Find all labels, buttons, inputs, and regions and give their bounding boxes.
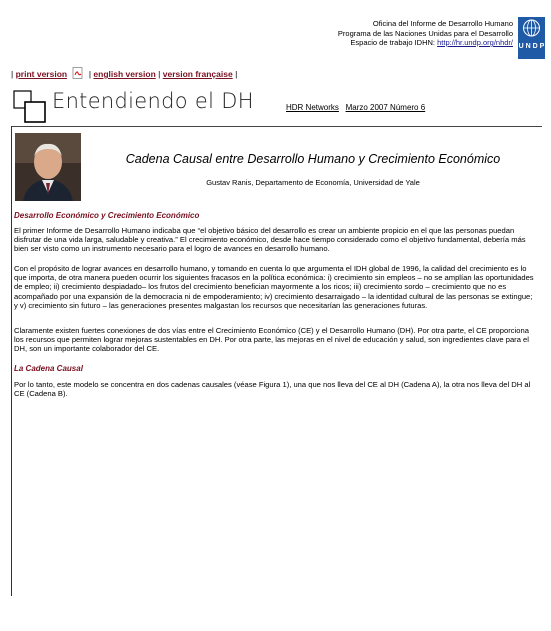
issue-date: Marzo 2007 Número 6 [345,103,426,112]
article-title: Cadena Causal entre Desarrollo Humano y Crecimiento Económico [125,152,501,166]
english-version-link[interactable]: english version [93,69,156,79]
undp-logo-icon [518,17,545,59]
author-photo [15,133,81,201]
issue-line [286,103,425,112]
paragraph-2: Con el propósito de lograr avances en desarrollo humano, y tomando en cuenta lo que argumenta el IDH global de 1996, la calidad del crecimiento es lo que importa, de otra manera pueden ocurrir los siguientes fracasos en la política económica: i) crecimiento sin empleos – no se amplían las oportunidades de empleo; ii) crecimiento despiadado– los frutos del crecimiento benefician mayormente a los ricos; iii) crecimiento sordo – crecimiento que no es acompañado por una expansión de la democracia ni de empoderamiento; iv) crecimiento desarraigado – la identidad cultural de las personas se extingue; y v) crecimiento sin futuro – las generaciones presentes malgastan los recursos que necesitarían las generaciones futuras. [14,264,534,310]
page-title: Entendiendo el DH [52,89,254,113]
separator: | [88,69,92,79]
left-border [11,126,12,596]
separator: | [235,69,238,79]
org-info [273,19,513,48]
hdr-networks-link[interactable]: HDR Networks [286,103,339,112]
paragraph-4: Por lo tanto, este modelo se concentra en dos cadenas causales (véase Figura 1), una que nos lleva del CE al DH (Cadena A), la otra nos lleva del DH al CE (Cadena B). [14,380,531,399]
print-version-link[interactable]: print version [15,69,68,79]
org-line-3 [273,38,513,48]
undp-logo-text: U N D P [518,43,545,50]
org-line-2: Programa de las Naciones Unidas para el Desarrollo [337,28,513,38]
version-bar [11,67,237,79]
org-line-1: Oficina del Informe de Desarrollo Humano [372,19,513,28]
paragraph-1: El primer Informe de Desarrollo Humano indicaba que “el objetivo básico del desarrollo es crear un ambiente propicio en el que las personas puedan disfrutar de una vida larga, saludable y creativa.” El crecimiento económico, desde hace tiempo considerado como el objetivo fundamental, debería más bien ser visto como un instrumento necesario para el logro de avances en desarrollo humano. [14,226,526,254]
workspace-link[interactable]: http://hr.undp.org/nhdr/ [437,38,513,47]
squares-logo-icon [13,90,49,124]
paragraph-3: Claramente existen fuertes conexiones de dos vías entre el Crecimiento Económico (CE) y el Desarrollo Humano (DH). Por otra parte, el CE proporciona los recursos que permiten lograr mejoras sustentables en DH. Por otra parte, las mejoras en el nivel de educación y salud, son ingredientes clave para el DH, son un importante colaborador del CE. [14,326,529,354]
pdf-icon[interactable] [72,67,83,79]
section-heading-1: Desarrollo Económico y Crecimiento Económico [14,211,200,220]
separator: | [11,69,14,79]
section-heading-2: La Cadena Causal [14,364,83,373]
french-version-link[interactable]: version française [162,69,233,79]
org-line-3-label: Espacio de trabajo IDHN: [350,38,438,47]
separator: | [158,69,161,79]
header-divider [11,126,542,127]
article-author: Gustav Ranis, Departamento de Economía, Universidad de Yale [206,178,420,187]
